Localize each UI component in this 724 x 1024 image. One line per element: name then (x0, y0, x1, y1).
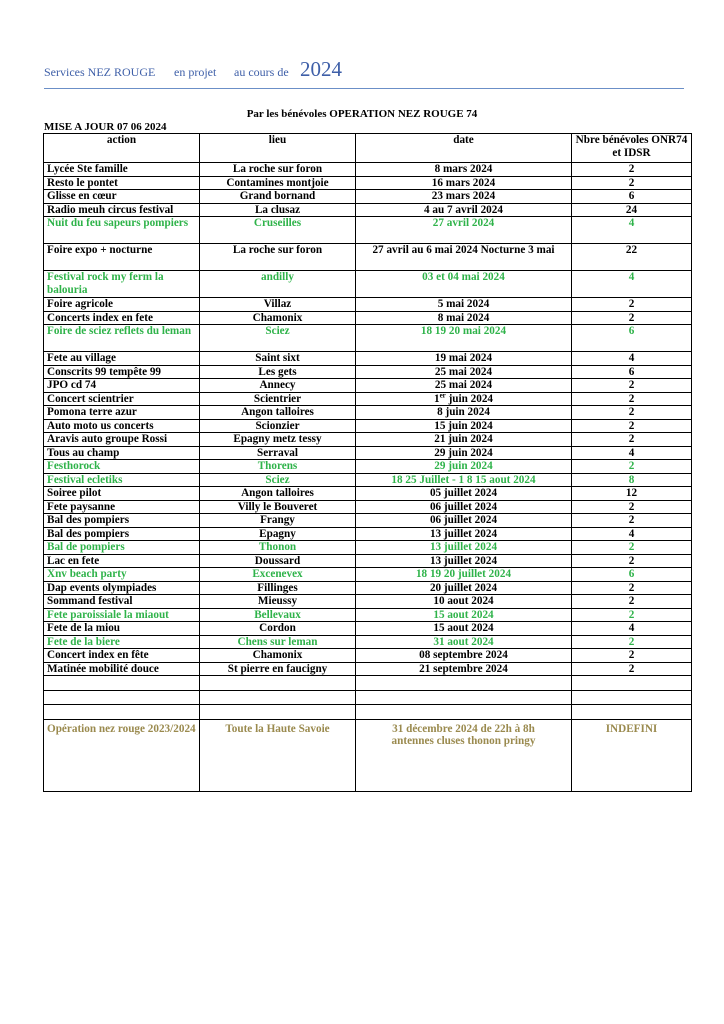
cell-count: 2 (572, 379, 692, 393)
cell-count: 12 (572, 487, 692, 501)
cell-lieu: Sciez (200, 473, 356, 487)
table-row (44, 190, 692, 204)
cell-action: Festhorock (44, 460, 200, 474)
cell-date: 21 juin 2024 (356, 433, 572, 447)
final-date-line2: antennes cluses thonon pringy (391, 735, 536, 747)
cell-count: 2 (572, 554, 692, 568)
cell-action: Soiree pilot (44, 487, 200, 501)
cell-action: Fete de la biere (44, 635, 200, 649)
cell-action: Xnv beach party (44, 568, 200, 582)
cell-action: Fete paysanne (44, 500, 200, 514)
cell-lieu: Les gets (200, 365, 356, 379)
cell-action: Concert index en fête (44, 649, 200, 663)
cell-lieu: Angon talloires (200, 487, 356, 501)
cell-date: 03 et 04 mai 2024 (356, 271, 572, 298)
cell-date: 4 au 7 avril 2024 (356, 203, 572, 217)
cell-lieu: Chens sur leman (200, 635, 356, 649)
empty-row (44, 676, 692, 691)
cell-lieu: Scionzier (200, 419, 356, 433)
table-row (44, 406, 692, 420)
cell-date: 13 juillet 2024 (356, 554, 572, 568)
cell-date: 06 juillet 2024 (356, 514, 572, 528)
cell-date: 20 juillet 2024 (356, 581, 572, 595)
cell-action: Festival ecletiks (44, 473, 200, 487)
cell-lieu: Grand bornand (200, 190, 356, 204)
header-year: 2024 (300, 57, 342, 81)
table-row (44, 608, 692, 622)
table-row (44, 649, 692, 663)
cell-count: 2 (572, 649, 692, 663)
cell-lieu: Annecy (200, 379, 356, 393)
cell-lieu: Villaz (200, 298, 356, 312)
cell-date: 25 mai 2024 (356, 379, 572, 393)
cell-action: Auto moto us concerts (44, 419, 200, 433)
cell-lieu: Chamonix (200, 649, 356, 663)
page-header (44, 56, 684, 89)
cell-count: 2 (572, 608, 692, 622)
table-row (44, 244, 692, 271)
empty-cell (572, 705, 692, 720)
cell-lieu: Excenevex (200, 568, 356, 582)
final-row (44, 719, 692, 791)
table-row (44, 365, 692, 379)
cell-action: Aravis auto groupe Rossi (44, 433, 200, 447)
empty-row (44, 705, 692, 720)
empty-cell (200, 676, 356, 691)
table-row (44, 419, 692, 433)
table-row (44, 500, 692, 514)
cell-action: Nuit du feu sapeurs pompiers (44, 217, 200, 244)
cell-lieu: Epagny (200, 527, 356, 541)
table-row (44, 635, 692, 649)
cell-lieu: Mieussy (200, 595, 356, 609)
cell-lieu: La clusaz (200, 203, 356, 217)
cell-lieu: La roche sur foron (200, 244, 356, 271)
column-header-date: date (356, 134, 572, 163)
cell-action: Opération nez rouge 2023/2024 (44, 719, 200, 791)
cell-action: Concerts index en fete (44, 311, 200, 325)
cell-lieu: Frangy (200, 514, 356, 528)
cell-date: 27 avril 2024 (356, 217, 572, 244)
cell-date: 8 mars 2024 (356, 163, 572, 177)
cell-lieu: Serraval (200, 446, 356, 460)
table-row (44, 203, 692, 217)
cell-count: 2 (572, 163, 692, 177)
cell-lieu: Cordon (200, 622, 356, 636)
cell-lieu: andilly (200, 271, 356, 298)
cell-action: Fete au village (44, 352, 200, 366)
cell-action: Festival rock my ferm la balouria (44, 271, 200, 298)
cell-date: 13 juillet 2024 (356, 527, 572, 541)
cell-lieu: Cruseilles (200, 217, 356, 244)
cell-lieu: Saint sixt (200, 352, 356, 366)
empty-cell (44, 676, 200, 691)
cell-date: 15 juin 2024 (356, 419, 572, 433)
cell-action: Foire agricole (44, 298, 200, 312)
cell-date: 8 juin 2024 (356, 406, 572, 420)
cell-lieu: St pierre en faucigny (200, 662, 356, 676)
cell-date: 27 avril au 6 mai 2024 Nocturne 3 mai (356, 244, 572, 271)
cell-count: 6 (572, 365, 692, 379)
cell-lieu: Thorens (200, 460, 356, 474)
cell-action: JPO cd 74 (44, 379, 200, 393)
cell-date: 31 aout 2024 (356, 635, 572, 649)
table-row (44, 271, 692, 298)
empty-cell (356, 690, 572, 705)
final-date-line1: 31 décembre 2024 de 22h à 8h (392, 722, 535, 735)
cell-lieu: Bellevaux (200, 608, 356, 622)
cell-action: Pomona terre azur (44, 406, 200, 420)
table-row (44, 217, 692, 244)
cell-count: 2 (572, 433, 692, 447)
cell-action: Bal des pompiers (44, 514, 200, 528)
empty-cell (572, 690, 692, 705)
cell-action: Lycée Ste famille (44, 163, 200, 177)
table-row (44, 581, 692, 595)
table-row (44, 352, 692, 366)
table-row (44, 487, 692, 501)
update-date: MISE A JOUR 07 06 2024 (44, 121, 167, 133)
table-row (44, 446, 692, 460)
cell-count: 4 (572, 271, 692, 298)
cell-count: 4 (572, 622, 692, 636)
cell-date: 18 19 20 mai 2024 (356, 325, 572, 352)
table-row (44, 541, 692, 555)
cell-count: 2 (572, 392, 692, 406)
empty-cell (572, 676, 692, 691)
empty-cell (200, 705, 356, 720)
cell-count: 6 (572, 325, 692, 352)
cell-action: Fete paroissiale la miaout (44, 608, 200, 622)
cell-count: 2 (572, 541, 692, 555)
cell-lieu: Doussard (200, 554, 356, 568)
cell-date: 10 aout 2024 (356, 595, 572, 609)
cell-count: 2 (572, 460, 692, 474)
table-row (44, 325, 692, 352)
cell-count: 2 (572, 406, 692, 420)
cell-date: 18 25 Juillet - 1 8 15 aout 2024 (356, 473, 572, 487)
empty-cell (44, 690, 200, 705)
cell-date (356, 719, 572, 791)
table-row (44, 595, 692, 609)
cell-count: 2 (572, 311, 692, 325)
cell-action: Matinée mobilité douce (44, 662, 200, 676)
cell-count: 2 (572, 662, 692, 676)
cell-action: Bal de pompiers (44, 541, 200, 555)
cell-date: 1er juin 2024 (356, 392, 572, 406)
document-subtitle: Par les bénévoles OPERATION NEZ ROUGE 74 (246, 108, 478, 120)
table-header-row (44, 134, 692, 163)
cell-count: 2 (572, 419, 692, 433)
column-header-action: action (44, 134, 200, 163)
cell-lieu: Epagny metz tessy (200, 433, 356, 447)
empty-cell (356, 676, 572, 691)
cell-count: 4 (572, 446, 692, 460)
cell-action: Conscrits 99 tempête 99 (44, 365, 200, 379)
cell-count: 4 (572, 217, 692, 244)
cell-date: 23 mars 2024 (356, 190, 572, 204)
cell-date: 29 juin 2024 (356, 446, 572, 460)
cell-lieu: Fillinges (200, 581, 356, 595)
cell-count: 24 (572, 203, 692, 217)
table-row (44, 433, 692, 447)
cell-action: Lac en fete (44, 554, 200, 568)
cell-date: 06 juillet 2024 (356, 500, 572, 514)
empty-row (44, 690, 692, 705)
column-header-volunteers: Nbre bénévoles ONR74 et IDSR (572, 134, 692, 163)
cell-lieu: Angon talloires (200, 406, 356, 420)
header-services: Services NEZ ROUGE (44, 65, 156, 79)
empty-cell (356, 705, 572, 720)
table-row (44, 392, 692, 406)
events-table (43, 133, 692, 792)
cell-date: 15 aout 2024 (356, 622, 572, 636)
cell-date: 21 septembre 2024 (356, 662, 572, 676)
cell-lieu: Villy le Bouveret (200, 500, 356, 514)
cell-date: 25 mai 2024 (356, 365, 572, 379)
cell-lieu: La roche sur foron (200, 163, 356, 177)
cell-action: Glisse en cœur (44, 190, 200, 204)
table-row (44, 298, 692, 312)
cell-count: 2 (572, 635, 692, 649)
cell-count: 2 (572, 176, 692, 190)
cell-count: 6 (572, 568, 692, 582)
cell-action: Tous au champ (44, 446, 200, 460)
cell-count: 22 (572, 244, 692, 271)
header-project: en projet (174, 65, 217, 79)
table-row (44, 554, 692, 568)
cell-date: 16 mars 2024 (356, 176, 572, 190)
cell-count: 4 (572, 352, 692, 366)
cell-action: Dap events olympiades (44, 581, 200, 595)
cell-count: 2 (572, 595, 692, 609)
cell-count: 2 (572, 298, 692, 312)
cell-date: 29 juin 2024 (356, 460, 572, 474)
cell-date: 13 juillet 2024 (356, 541, 572, 555)
cell-action: Resto le pontet (44, 176, 200, 190)
cell-date: 15 aout 2024 (356, 608, 572, 622)
cell-action: Bal des pompiers (44, 527, 200, 541)
table-row (44, 527, 692, 541)
table-row (44, 311, 692, 325)
table-row (44, 662, 692, 676)
cell-date: 5 mai 2024 (356, 298, 572, 312)
cell-action: Fete de la miou (44, 622, 200, 636)
cell-date: 08 septembre 2024 (356, 649, 572, 663)
cell-count: 2 (572, 581, 692, 595)
empty-cell (200, 690, 356, 705)
table-row (44, 379, 692, 393)
column-header-lieu: lieu (200, 134, 356, 163)
table-row (44, 473, 692, 487)
cell-date: 18 19 20 juillet 2024 (356, 568, 572, 582)
cell-lieu: Toute la Haute Savoie (200, 719, 356, 791)
cell-count: 2 (572, 514, 692, 528)
table-row (44, 163, 692, 177)
empty-cell (44, 705, 200, 720)
cell-action: Foire expo + nocturne (44, 244, 200, 271)
cell-lieu: Scientrier (200, 392, 356, 406)
cell-lieu: Contamines montjoie (200, 176, 356, 190)
cell-count: INDEFINI (572, 719, 692, 791)
cell-date: 05 juillet 2024 (356, 487, 572, 501)
cell-count: 6 (572, 190, 692, 204)
cell-action: Sommand festival (44, 595, 200, 609)
cell-lieu: Thonon (200, 541, 356, 555)
table-row (44, 176, 692, 190)
table-row (44, 460, 692, 474)
cell-action: Concert scientrier (44, 392, 200, 406)
cell-date: 8 mai 2024 (356, 311, 572, 325)
cell-action: Foire de sciez reflets du leman (44, 325, 200, 352)
table-row (44, 568, 692, 582)
table-row (44, 514, 692, 528)
header-during: au cours de (234, 65, 289, 79)
cell-count: 4 (572, 527, 692, 541)
cell-date: 19 mai 2024 (356, 352, 572, 366)
cell-count: 2 (572, 500, 692, 514)
cell-lieu: Chamonix (200, 311, 356, 325)
cell-lieu: Sciez (200, 325, 356, 352)
cell-count: 8 (572, 473, 692, 487)
cell-action: Radio meuh circus festival (44, 203, 200, 217)
table-row (44, 622, 692, 636)
